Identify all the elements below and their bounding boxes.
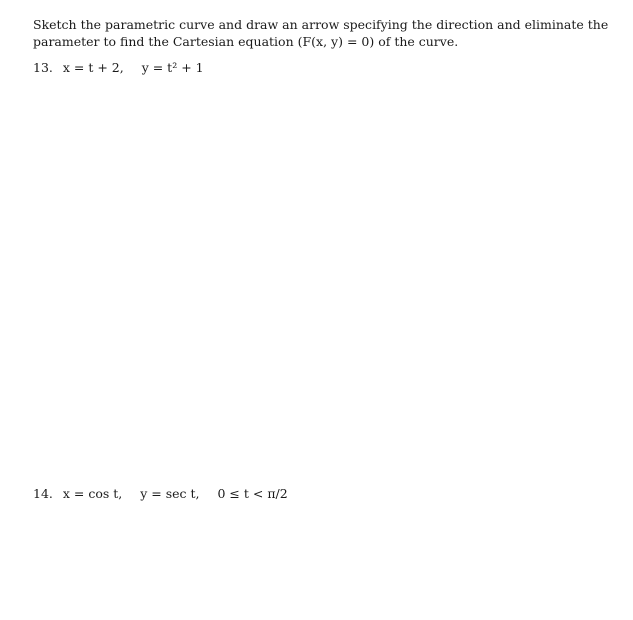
problem-number: 14.	[33, 486, 53, 501]
x-equation: x = t + 2,	[62, 60, 124, 75]
parameter-domain: 0 ≤ t < π/2	[217, 486, 288, 501]
problem-number: 13.	[33, 60, 53, 75]
y-equation: y = sec t,	[140, 486, 200, 501]
answer-workspace-13	[33, 80, 628, 475]
y-equation: y = t² + 1	[141, 60, 204, 75]
instructions-text: Sketch the parametric curve and draw an arrow specifying the direction and eliminate the parameter to find the Cartesian equation (F(x, y) = 0) of the curve.	[33, 17, 609, 49]
answer-workspace-14	[33, 506, 628, 616]
problem-13	[33, 59, 204, 76]
problem-14	[33, 485, 288, 502]
x-equation: x = cos t,	[62, 486, 123, 501]
